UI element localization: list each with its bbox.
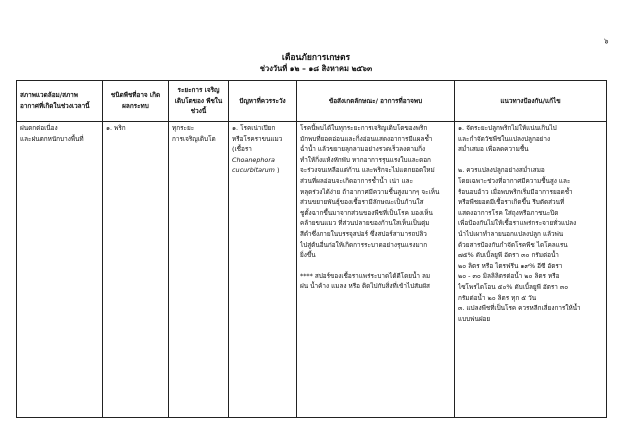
condition-line: และฝนตกหนักบางพื้นที่ [20, 134, 84, 143]
symptom-note-line: **** สปอร์ของเชื้อราแพร่ระบาดได้ดีโดยน้ำ ลม [300, 271, 431, 280]
symptom-line: ทำให้กิ่งแห้งหักพับ หากอาการรุนแรงใบและดอก [300, 155, 431, 164]
symptom-line: ส่วนขยายพันธุ์ของเชื้อรามีลักษณะเป็นก้านใส [300, 198, 424, 207]
prevention-line: ๑. จัดระยะปลูกพริกไม่ให้แน่นเกินไป [458, 124, 557, 132]
prevention-line: โดยเฉพาะช่วงที่อากาศมีความชื้นสูง และ [458, 176, 571, 185]
symptom-line: โรคนี้พบได้ในทุกระยะการเจริญเติบโตของพริก [300, 124, 428, 132]
prevention-line: ๗๕% ดับเบิ้ลยูพี อัตรา ๓๐ กรัมต่อน้ำ [458, 251, 559, 260]
symptom-line: ยิ่งขึ้น [300, 251, 316, 260]
header-condition: สภาพแวดล้อม/สภาพ อากาศที่เกิดในช่วงเวลานี้ [17, 81, 103, 122]
symptoms-cell [297, 122, 455, 418]
prevention-line: เพื่อป้องกันไม่ให้เชื้อราแพร่กระจายทั่วแปลง [458, 219, 577, 228]
problem-line: หรือโรคราขนแมว [232, 134, 283, 143]
prevention-line: ๓. แปลงพืชที่เป็นโรค ควรหลีกเลี่ยงการให้น้ำ [458, 304, 581, 313]
page-number-mark: ๖ [604, 37, 609, 45]
prevention-line: ร้อนอบอ้าว เมื่อพบพริกเริ่มมีอาการยอดช้ำ [458, 187, 573, 196]
crop-name: ๑. พริก [106, 124, 126, 132]
symptom-line: ไปสู่ต้นอื่นก่อให้เกิดการระบาดอย่างรุนแรงมาก [300, 240, 428, 249]
scientific-name-line: cucurbitarum [232, 166, 275, 175]
header-crop: ชนิดพืชที่อาจ เกิดผลกระทบ [103, 81, 169, 122]
symptom-line: คล้ายขนแมว ที่ส่วนปลายของก้านใสเห็นเป็นตุ่ม [300, 219, 430, 228]
symptom-line: ฉ่ำน้ำ แล้วขยายลุกลามอย่างรวดเร็วลงตามกิ่ง [300, 145, 426, 154]
header-prevention: แนวทางป้องกัน/แก้ไข [455, 81, 607, 122]
prevention-cell [455, 122, 607, 418]
table-row [17, 122, 607, 418]
table-header-row [17, 81, 607, 122]
symptom-line: ส่วนที่ผลอ่อนจะเกิดอาการช้ำน้ำ เน่า และ [300, 176, 414, 185]
problem-line: (เชื้อรา [232, 145, 252, 154]
date-range-subtitle: ช่วงวันที่ ๑๒ – ๑๘ สิงหาคม ๒๕๖๓ [259, 64, 373, 73]
prevention-line: แสดงอาการโรค ใส่ถุงหรือภาชนะปิด [458, 208, 559, 217]
symptom-line: หลุดร่วงได้ง่าย ถ้าอากาศมีความชื้นสูงมากๆ จะเห็น [300, 187, 440, 196]
condition-cell [17, 122, 103, 418]
paren-close: ) [274, 166, 280, 175]
prevention-line: นำไปเผาทำลายนอกแปลงปลูก แล้วพ่น [458, 229, 564, 238]
prevention-line: ๒๐ ลิตร หรือ ไตรฟรีน ๑๙% อีซี อัตรา [458, 261, 563, 270]
scientific-name-line: Choanephora [232, 155, 275, 164]
prevention-line: กรัมต่อน้ำ ๒๐ ลิตร ทุก ๕ วัน [458, 293, 537, 302]
symptom-line: มักพบที่ยอดอ่อนและกิ่งอ่อนแสดงอาการมีแผลช้ำ [300, 134, 433, 143]
symptom-note-line: ฝน น้ำค้าง แมลง หรือ ติดไปกับสิ่งที่เข้าไปสัมผัส [300, 282, 430, 291]
prevention-line [458, 155, 603, 166]
stage-cell [169, 122, 229, 418]
prevention-line: แบบพ่นฝอย [458, 314, 491, 323]
prevention-line: ด้วยสารป้องกันกำจัดโรคพืช ไดโคลแรน [458, 240, 568, 249]
condition-line: ฝนตกต่อเนื่อง [20, 124, 58, 132]
crop-cell [103, 122, 169, 418]
prevention-line: สม่ำเสมอ เพื่อลดความชื้น [458, 145, 529, 154]
header-stage: ระยะการ เจริญเติบโตของ พืชในช่วงนี้ [169, 81, 229, 122]
stage-line: ทุกระยะ [172, 124, 195, 132]
symptom-line: ชูตั้งฉากขึ้นมาจากส่วนของพืชที่เป็นโรค มองเห็น [300, 208, 433, 217]
header-symptoms: ข้อสังเกตลักษณะ/ อาการที่อาจพบ [297, 81, 455, 122]
symptom-line: จะร่วงจนเหลือแต่ก้าน และพริกจะไม่แตกยอดใหม่ [300, 166, 435, 175]
prevention-line: ๒. ควรแปลงปลูกอย่างสม่ำเสมอ [458, 166, 545, 175]
page-title: เตือนภัยการเกษตร [281, 53, 351, 63]
prevention-line: และกำจัดวัชพืชในแปลงปลูกอย่าง [458, 134, 551, 143]
warning-table [16, 80, 607, 418]
prevention-line: ไซโพรไดโอน ๕๐% ดับเบิ้ลยูพี อัตรา ๓๐ [458, 282, 569, 291]
symptom-line: สีดำซึ่งภายในบรรจุสปอร์ ซึ่งสปอร์สามารถปลิว [300, 229, 427, 238]
problem-line: ๑. โรคเน่าเปียก [232, 124, 276, 132]
stage-line: การเจริญเติบโต [172, 134, 216, 143]
prevention-line: หรือพืชยอดมีเชื้อราเกิดขึ้น รีบตัดส่วนที่ [458, 198, 565, 207]
problem-cell [229, 122, 297, 418]
header-problem: ปัญหาที่ควรระวัง [229, 81, 297, 122]
prevention-line: ๒๐ - ๓๐ มิลลิลิตรต่อน้ำ ๒๐ ลิตร หรือ [458, 272, 560, 281]
